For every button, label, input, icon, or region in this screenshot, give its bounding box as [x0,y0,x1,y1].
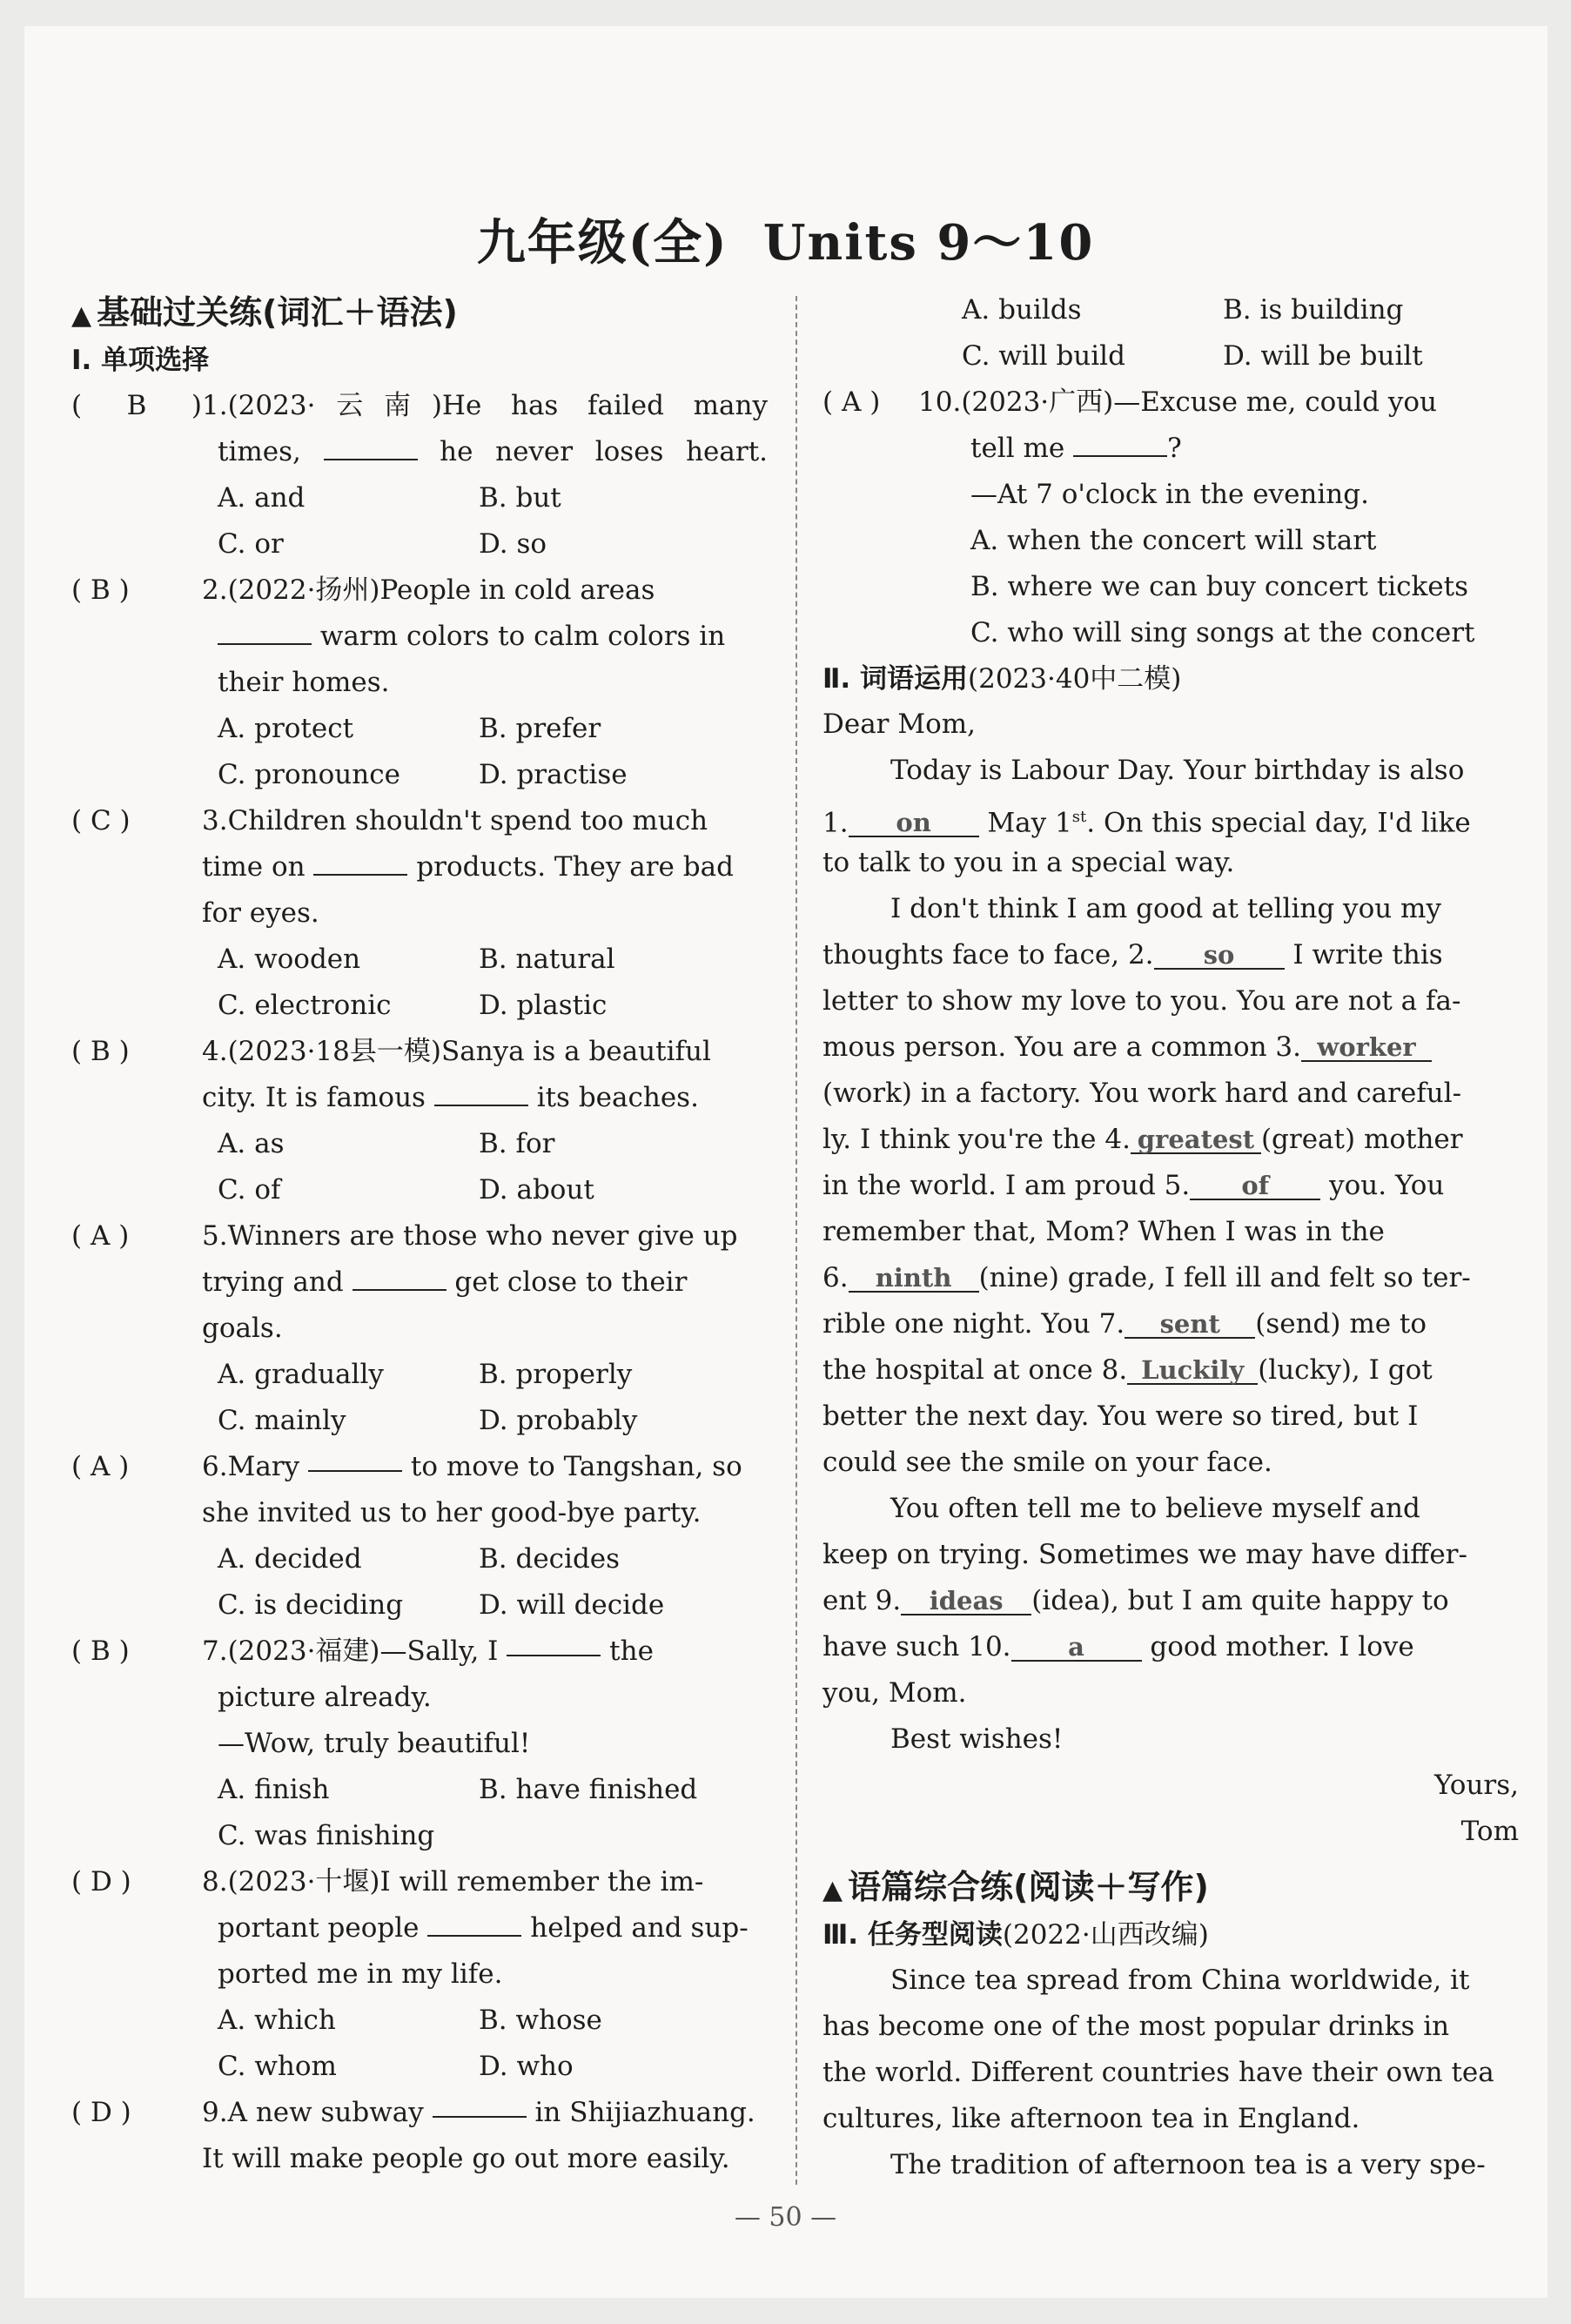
question-9: ( D ) 9. A new subway in Shijiazhuang. [71,2090,768,2136]
answer-blank [324,433,418,460]
filled-answer: Luckily [1127,1357,1258,1385]
left-column: ▲ 基础过关练(词汇＋语法) Ⅰ. 单项选择 ( B ) 1. (2023·云南)He has failed many times, he never loses heart. A. and B. but C. or D. so ( B ) 2. (2022·扬州)People in cold areas warm colors to calm colors in their homes. A. protect B. prefer C. pronounce D. practise ( C ) 3. Children shouldn't spend too much time on products. They are bad for eyes. A. wooden B. natural C. electronic D. plastic ( B ) 4. (2023·18县一模)Sanya is a beautiful city. It is famous its beaches. A. as B. for C. of D. about ( A ) 5. Winners are those who never give up trying and get close to their goals. A. gradually B. properly C. mainly D. probably ( A ) 6. Mary to move to Tangshan, so she invited us to her good-bye party. A. decided B. decides C. is deciding D. will decide ( B ) 7. (2023·福建)—Sally, I the picture already. —Wow, truly beautiful! A. finish B. have finished C. was finishing ( D ) 8. (2023·十堰)I will remember the im- portant people helped and sup- ported me in my life. A. which B. whose C. whom D. who ( D ) 9. A new subway in Shijiazhuang. It will make people go out more easily. [71,287,768,2182]
reading-passage: Since tea spread from China worldwide, it has become one of the most popular drinks in the world. Different countries have their own tea cultures, like afternoon tea in England. The tradition of afternoon tea is a very spe- [822,1965,1494,2180]
section-heading-reading: ▲ 语篇综合练(阅读＋写作) [822,1868,1209,1906]
section-heading-basic: ▲ 基础过关练(词汇＋语法) [71,293,458,332]
question-3: ( C ) 3. Children shouldn't spend too much [71,805,708,836]
filled-answer: on [849,809,979,837]
question-10: ( A ) 10. (2023·广西)—Excuse me, could you [822,386,1437,418]
question-8: ( D ) 8. (2023·十堰)I will remember the im- [71,1866,704,1897]
answer-blank [308,1444,402,1472]
answer-paren: ( B ) [71,390,202,421]
filled-answer: ideas [901,1588,1031,1615]
filled-answer: of [1190,1172,1320,1200]
question-6: ( A ) 6. Mary to move to Tangshan, so [71,1444,768,1490]
question-5: ( A ) 5. Winners are those who never give up [71,1220,738,1252]
part-3-heading: Ⅲ. 任务型阅读(2022·山西改编) [822,1919,1209,1951]
units-title: Units 9～10 [762,214,1095,272]
answer-blank [434,1078,528,1106]
options: A. and B. but [218,482,561,514]
answer-blank [313,848,407,876]
q9-options: A. builds B. is building [962,294,1404,326]
right-column: A. builds B. is building C. will build D. will be built ( A ) 10. (2023·广西)—Excuse me, could you tell me ? —At 7 o'clock in the evening. A. when the concert will start B. where we can buy concert tickets C. who will sing songs at the concert Ⅱ. 词语运用(2023·40中二模) Dear Mom, Today is Labour Day. Your birthday is also 1. on May 1st. On this special day, I'd like to talk to you in a special way. I don't think I am good at telling you my thoughts face to face, 2. so I write this letter to show my love to you. You are not a fa- mous person. You are a common 3. worker (work) in a factory. You work hard and careful- ly. I think you're the 4. greatest (great) mother in the world. I am proud 5. of you. You remember that, Mom? When I was in the 6. ninth (nine) grade, I fell ill and felt so ter- rible one night. You 7. sent (send) me to the hospital at once 8. Luckily (lucky), I got better the next day. You were so tired, but I could see the smile on your face. You often tell me to believe myself and keep on trying. Sometimes we may have differ- ent 9. ideas (idea), but I am quite happy to have such 10. a good mother. I love you, Mom. Best wishes! Yours, Tom ▲ 语篇综合练(阅读＋写作) Ⅲ. 任务型阅读(2022·山西改编) Since tea spread from China worldwide, it has become one of the most popular drinks in the world. Different countries have their own tea cultures, like afternoon tea in England. The tradition of afternoon tea is a very spe- [822,287,1519,2188]
page-title [0,205,1571,274]
filled-answer: a [1011,1634,1142,1662]
filled-answer: so [1154,942,1285,970]
question-7: ( B ) 7. (2023·福建)—Sally, I the [71,1629,768,1675]
answer-blank [427,1909,521,1937]
letter: Dear Mom, Today is Labour Day. Your birthday is also 1. on May 1st. On this special day, I'd like to talk to you in a special way. I don't think I am good at telling you my thoughts face to face, 2. so I write this letter to show my love to you. You are not a fa- mous person. You are a common 3. worker (work) in a factory. You work hard and careful- ly. I think you're the 4. greatest (great) mother in the world. I am proud 5. of you. You remember that, Mom? When I was in the 6. ninth (nine) grade, I fell ill and felt so ter- rible one night. You 7. sent (send) me to the hospital at once 8. Luckily (lucky), I got better the next day. You were so tired, but I could see the smile on your face. You often tell me to believe myself and keep on trying. Sometimes we may have differ- ent 9. ideas (idea), but I am quite happy to have such 10. a good mother. I love you, Mom. Best wishes! Yours, Tom [822,709,1519,1847]
answer-blank [433,2090,527,2118]
answer-blank [1073,429,1167,457]
filled-answer: worker [1301,1034,1432,1062]
filled-answer: sent [1125,1311,1255,1339]
page-number: — 50 — [734,2202,837,2233]
question-1: ( B ) 1. (2023·云南)He has failed many [71,383,768,429]
filled-answer: ninth [849,1265,979,1293]
answer-blank [507,1629,601,1656]
triangle-icon: ▲ [71,300,92,331]
answer-blank [218,617,312,645]
part-2-heading: Ⅱ. 词语运用(2023·40中二模) [822,663,1182,695]
grade-title: 九年级(全) [476,214,728,272]
filled-answer: greatest [1131,1126,1261,1154]
question-4: ( B ) 4. (2023·18县一模)Sanya is a beautiful [71,1036,711,1067]
answer-blank [352,1263,446,1291]
question-2: ( B ) 2. (2022·扬州)People in cold areas [71,574,655,606]
column-divider [796,296,797,2185]
part-1-heading: Ⅰ. 单项选择 [71,345,210,376]
triangle-icon: ▲ [822,1875,843,1905]
